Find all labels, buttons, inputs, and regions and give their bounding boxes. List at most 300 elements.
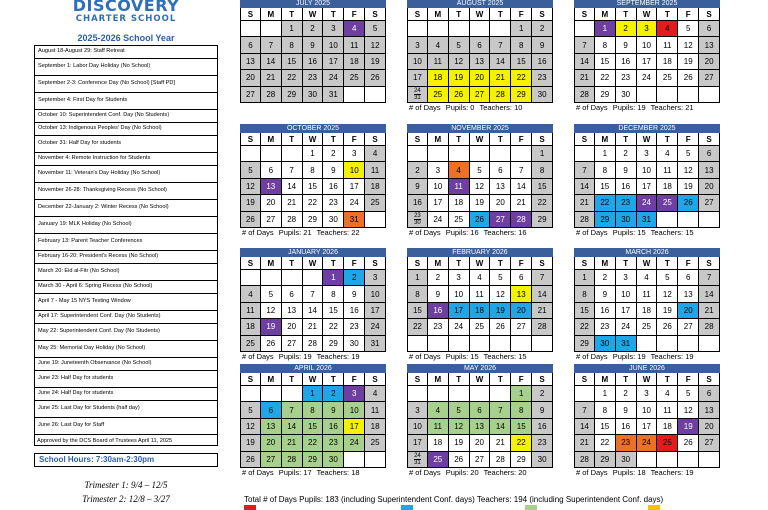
calendar-day: 22 xyxy=(574,319,595,335)
calendar-day: 11 xyxy=(657,162,678,178)
calendar-day: 17 xyxy=(637,54,658,70)
weekday-header: S xyxy=(365,133,386,146)
month-title: JUNE 2026 xyxy=(574,364,720,373)
calendar-day: 27 xyxy=(511,319,532,335)
calendar-day: 15 xyxy=(303,179,324,195)
calendar-day: 3 xyxy=(428,162,449,178)
calendar-day xyxy=(490,146,511,162)
calendar-day: 8 xyxy=(303,162,324,178)
calendar-day: 22 xyxy=(532,195,553,211)
calendar-day: 16 xyxy=(532,54,553,70)
calendar-day xyxy=(678,212,699,228)
weekday-header: F xyxy=(678,8,699,21)
event-item: March 20: Eid al-Fitr (No School) xyxy=(35,264,217,281)
month-title: MARCH 2026 xyxy=(574,248,720,257)
calendar-day: 7 xyxy=(699,270,720,286)
calendar-day xyxy=(240,146,261,162)
calendar-day: 28 xyxy=(490,87,511,103)
calendar-day: 4 xyxy=(428,402,449,418)
weekday-header: W xyxy=(470,373,491,386)
weekday-header: W xyxy=(470,133,491,146)
calendar-day xyxy=(344,87,365,103)
weekday-header: S xyxy=(407,8,428,21)
calendar-day: 21 xyxy=(261,70,282,86)
calendar-day: 12 xyxy=(470,179,491,195)
calendar-day: 26 xyxy=(240,212,261,228)
calendar-day xyxy=(428,336,449,352)
calendar-day: 2 xyxy=(344,270,365,286)
calendar-day: 23 xyxy=(616,195,637,211)
calendar-day: 17 xyxy=(344,179,365,195)
calendar-day xyxy=(303,270,324,286)
calendar-day: 25 xyxy=(365,435,386,451)
calendar-day xyxy=(428,21,449,37)
calendar-day: 8 xyxy=(595,162,616,178)
month-calendar xyxy=(240,124,386,239)
event-item: June 26: Last Day for Staff xyxy=(35,418,217,435)
calendar-day: 30 xyxy=(616,87,637,103)
approval-note: Approved by the DCS Board of Trustees April 11, 2025 xyxy=(37,438,173,444)
weekday-header: T xyxy=(323,133,344,146)
calendar-day: 23 xyxy=(323,195,344,211)
calendar-day: 28 xyxy=(490,452,511,468)
legend-swatch-blue xyxy=(401,505,413,510)
calendar-day: 13 xyxy=(678,286,699,302)
calendar-day: 29 xyxy=(574,336,595,352)
calendar-day: 2 xyxy=(407,162,428,178)
calendar-day: 29 xyxy=(323,336,344,352)
calendar-day: 27 xyxy=(240,87,261,103)
calendar-day: 26 xyxy=(490,319,511,335)
calendar-day: 20 xyxy=(282,319,303,335)
calendar-day: 7 xyxy=(532,270,553,286)
calendar-day: 2 xyxy=(616,146,637,162)
calendar-day: 19 xyxy=(449,70,470,86)
calendar-day: 22 xyxy=(323,319,344,335)
calendar-day: 8 xyxy=(595,402,616,418)
weekday-header: S xyxy=(699,8,720,21)
calendar-day: 14 xyxy=(574,54,595,70)
calendar-day: 12 xyxy=(449,419,470,435)
calendar-day: 27 xyxy=(261,212,282,228)
calendar-day: 7 xyxy=(282,402,303,418)
calendar-day: 29 xyxy=(595,452,616,468)
calendar-day: 15 xyxy=(323,303,344,319)
weekday-header: M xyxy=(428,8,449,21)
calendar-day: 20 xyxy=(511,303,532,319)
calendar-day: 12 xyxy=(490,286,511,302)
calendar-day xyxy=(678,336,699,352)
calendar-day: 6 xyxy=(511,270,532,286)
calendar-day: 1 xyxy=(595,386,616,402)
calendar-day: 14 xyxy=(282,179,303,195)
month-calendar xyxy=(407,124,553,239)
weekday-header: M xyxy=(261,133,282,146)
calendar-day: 4 xyxy=(365,146,386,162)
weekday-header: T xyxy=(657,373,678,386)
calendar-day: 10 xyxy=(637,37,658,53)
calendar-day: 15 xyxy=(407,303,428,319)
calendar-day: 7 xyxy=(574,162,595,178)
calendar-day: 28 xyxy=(699,319,720,335)
calendar-day: 5 xyxy=(678,386,699,402)
calendar-day: 30 xyxy=(616,212,637,228)
calendar-day: 28 xyxy=(574,87,595,103)
calendar-day: 29 xyxy=(595,87,616,103)
weekday-header: S xyxy=(574,133,595,146)
calendar-day: 20 xyxy=(261,435,282,451)
calendar-day: 19 xyxy=(490,303,511,319)
calendar-day: 31 xyxy=(365,336,386,352)
calendar-day xyxy=(511,146,532,162)
calendar-day: 25 xyxy=(657,435,678,451)
calendar-day xyxy=(365,212,386,228)
weekday-header: S xyxy=(240,257,261,270)
weekday-header: F xyxy=(511,8,532,21)
weekday-header: S xyxy=(407,257,428,270)
calendar-day: 27 xyxy=(699,435,720,451)
calendar-day: 4 xyxy=(240,286,261,302)
calendar-day: 14 xyxy=(574,419,595,435)
calendar-day xyxy=(344,452,365,468)
calendar-day: 24 31 xyxy=(407,452,428,468)
calendar-day: 5 xyxy=(449,37,470,53)
weekday-header: F xyxy=(344,133,365,146)
month-day-counts xyxy=(240,103,386,114)
weekday-header: F xyxy=(678,257,699,270)
calendar-day: 17 xyxy=(407,435,428,451)
calendar-day: 23 xyxy=(616,70,637,86)
calendar-day: 12 xyxy=(240,179,261,195)
calendar-day: 23 xyxy=(323,435,344,451)
calendar-day: 18 xyxy=(657,179,678,195)
calendar-day: 13 xyxy=(261,419,282,435)
month-title: JANUARY 2026 xyxy=(240,248,386,257)
calendar-day xyxy=(470,336,491,352)
calendar-day: 1 xyxy=(595,146,616,162)
month-day-counts: # of Days Pupils: 0 Teachers: 10 xyxy=(409,102,523,112)
calendar-day: 13 xyxy=(470,419,491,435)
weekday-header: M xyxy=(595,373,616,386)
weekday-header: T xyxy=(282,133,303,146)
calendar-day: 18 xyxy=(470,303,491,319)
calendar-day: 21 xyxy=(699,303,720,319)
calendar-day: 3 xyxy=(344,146,365,162)
weekday-header: S xyxy=(532,8,553,21)
calendar-day xyxy=(407,386,428,402)
weekday-header: F xyxy=(511,133,532,146)
weekday-header: M xyxy=(428,257,449,270)
calendar-day: 21 xyxy=(574,70,595,86)
calendar-day: 8 xyxy=(303,402,324,418)
calendar-day: 29 xyxy=(303,212,324,228)
month-calendar xyxy=(574,124,720,239)
calendar-day: 7 xyxy=(574,37,595,53)
calendar-day: 31 xyxy=(323,87,344,103)
calendar-day: 5 xyxy=(261,286,282,302)
calendar-day xyxy=(470,21,491,37)
calendar-day: 28 xyxy=(532,319,553,335)
event-item: December 22-January 2: Winter Recess (No School) xyxy=(35,200,217,217)
calendar-day: 10 xyxy=(428,179,449,195)
calendar-day: 6 xyxy=(470,402,491,418)
calendar-day: 17 xyxy=(365,303,386,319)
event-item: June 23: Half Day for students xyxy=(35,371,217,388)
calendar-day: 30 xyxy=(303,87,324,103)
calendar-day: 28 xyxy=(574,452,595,468)
calendar-day: 26 xyxy=(678,435,699,451)
weekday-header: T xyxy=(616,257,637,270)
event-item: November 26-28: Thanksgiving Recess (No School) xyxy=(35,183,217,200)
calendar-day: 4 xyxy=(449,162,470,178)
calendar-day: 15 xyxy=(595,419,616,435)
calendar-day: 21 xyxy=(574,195,595,211)
calendar-day xyxy=(678,452,699,468)
weekday-header: T xyxy=(657,257,678,270)
calendar-day: 19 xyxy=(678,54,699,70)
calendar-day xyxy=(699,336,720,352)
calendar-day: 14 xyxy=(532,286,553,302)
calendar-day: 19 xyxy=(470,195,491,211)
calendar-day: 15 xyxy=(574,303,595,319)
weekday-header: M xyxy=(261,373,282,386)
calendar-day: 23 xyxy=(532,70,553,86)
calendar-day: 8 xyxy=(532,162,553,178)
calendar-day: 30 xyxy=(323,452,344,468)
calendar-day: 19 xyxy=(365,54,386,70)
calendar-day: 20 xyxy=(699,419,720,435)
calendar-day: 8 xyxy=(595,37,616,53)
weekday-header: T xyxy=(282,8,303,21)
calendar-day xyxy=(574,21,595,37)
calendar-day xyxy=(657,87,678,103)
calendar-day: 18 xyxy=(657,419,678,435)
calendar-day xyxy=(365,87,386,103)
calendar-day: 14 xyxy=(490,54,511,70)
calendar-day: 20 xyxy=(490,195,511,211)
calendar-day: 25 xyxy=(657,70,678,86)
calendar-day xyxy=(678,87,699,103)
calendar-day: 10 xyxy=(407,419,428,435)
calendar-day: 1 xyxy=(303,386,324,402)
calendar-day: 25 xyxy=(365,195,386,211)
calendar-day: 18 xyxy=(240,319,261,335)
calendar-day: 20 xyxy=(699,54,720,70)
calendar-day: 13 xyxy=(282,303,303,319)
calendar-day: 16 xyxy=(323,179,344,195)
calendar-day: 6 xyxy=(490,162,511,178)
month-day-counts: # of Days Pupils: 19 Teachers: 21 xyxy=(576,102,694,112)
calendar-day xyxy=(532,336,553,352)
event-item: September 1: Labor Day Holiday (No School) xyxy=(35,59,217,76)
weekday-header: F xyxy=(344,8,365,21)
calendar-day: 24 xyxy=(449,319,470,335)
month-title: AUGUST 2025 xyxy=(407,0,553,8)
calendar-day: 16 xyxy=(323,419,344,435)
calendar-day xyxy=(574,146,595,162)
calendar-day: 7 xyxy=(574,402,595,418)
weekday-header: W xyxy=(637,373,658,386)
calendar-day: 30 xyxy=(323,212,344,228)
weekday-header: W xyxy=(637,133,658,146)
month-day-counts: # of Days Pupils: 15 Teachers: 15 xyxy=(409,351,527,361)
month-calendar xyxy=(240,248,386,363)
weekday-header: F xyxy=(344,373,365,386)
calendar-day: 25 xyxy=(470,319,491,335)
calendar-day: 11 xyxy=(637,286,658,302)
weekday-header: T xyxy=(657,133,678,146)
calendar-day: 22 xyxy=(407,319,428,335)
calendar-day: 26 xyxy=(365,70,386,86)
month-calendar xyxy=(407,248,553,363)
calendar-day: 23 xyxy=(595,319,616,335)
calendar-day: 9 xyxy=(616,37,637,53)
month-day-counts: # of Days Pupils: 19 Teachers: 19 xyxy=(576,351,694,361)
event-item: September 2-3: Conference Day (No School) [Staff PD] xyxy=(35,76,217,93)
calendar-day: 28 xyxy=(574,212,595,228)
calendar-day: 28 xyxy=(511,212,532,228)
weekday-header: T xyxy=(616,8,637,21)
calendar-day: 24 xyxy=(616,319,637,335)
calendar-day: 10 xyxy=(365,286,386,302)
weekday-header: M xyxy=(595,257,616,270)
weekday-header: S xyxy=(532,373,553,386)
weekday-header: S xyxy=(365,257,386,270)
calendar-day: 3 xyxy=(616,270,637,286)
calendar-day: 3 xyxy=(637,386,658,402)
calendar-day: 9 xyxy=(616,402,637,418)
weekday-header: T xyxy=(490,257,511,270)
calendar-day: 9 xyxy=(303,37,324,53)
calendar-day: 7 xyxy=(282,162,303,178)
calendar-day: 18 xyxy=(428,435,449,451)
calendar-day: 19 xyxy=(678,179,699,195)
calendar-day: 21 xyxy=(282,435,303,451)
calendar-day: 6 xyxy=(699,21,720,37)
weekday-header: F xyxy=(511,373,532,386)
calendar-day: 2 xyxy=(532,21,553,37)
calendar-day: 15 xyxy=(532,179,553,195)
calendar-day: 9 xyxy=(323,162,344,178)
calendar-day: 14 xyxy=(574,179,595,195)
calendar-day: 11 xyxy=(470,286,491,302)
weekday-header: S xyxy=(532,257,553,270)
calendar-day: 14 xyxy=(490,419,511,435)
month-day-counts: # of Days Pupils: 17 Teachers: 18 xyxy=(242,467,360,477)
calendar-day: 17 xyxy=(407,70,428,86)
calendar-day: 10 xyxy=(449,286,470,302)
calendar-day: 21 xyxy=(282,195,303,211)
event-item: April 7 - May 15 NYS Testing Window xyxy=(35,294,217,311)
calendar-day: 2 xyxy=(616,21,637,37)
month-title: JULY 2025 xyxy=(240,0,386,8)
calendar-day: 7 xyxy=(261,37,282,53)
calendar-day: 13 xyxy=(699,402,720,418)
calendar-day xyxy=(240,270,261,286)
calendar-day: 17 xyxy=(428,195,449,211)
calendar-day xyxy=(365,452,386,468)
calendar-day xyxy=(449,21,470,37)
event-item: August 18-August 29: Staff Retreat xyxy=(35,46,217,59)
calendar-day xyxy=(490,21,511,37)
event-item: November 11: Veteran's Day Holiday (No School) xyxy=(35,166,217,183)
calendar-day xyxy=(637,336,658,352)
calendar-day: 24 31 xyxy=(407,87,428,103)
month-calendar xyxy=(574,364,720,479)
month-day-counts: # of Days Pupils: 18 Teachers: 19 xyxy=(576,467,694,477)
calendar-day: 9 xyxy=(532,37,553,53)
weekday-header: S xyxy=(407,133,428,146)
weekday-header: W xyxy=(637,257,658,270)
calendar-day: 2 xyxy=(428,270,449,286)
calendar-day: 17 xyxy=(323,54,344,70)
calendar-day xyxy=(657,452,678,468)
calendar-day: 9 xyxy=(428,286,449,302)
calendar-day: 19 xyxy=(240,435,261,451)
calendar-day: 16 xyxy=(344,303,365,319)
calendar-day: 11 xyxy=(449,179,470,195)
calendar-day: 16 xyxy=(407,195,428,211)
calendar-day: 19 xyxy=(449,435,470,451)
calendar-day: 22 xyxy=(595,70,616,86)
calendar-day: 1 xyxy=(595,21,616,37)
calendar-day: 21 xyxy=(490,435,511,451)
calendar-day: 26 xyxy=(261,336,282,352)
calendar-day xyxy=(449,336,470,352)
weekday-header: S xyxy=(407,373,428,386)
calendar-day: 8 xyxy=(511,402,532,418)
calendar-day: 17 xyxy=(616,303,637,319)
month-title: FEBRUARY 2026 xyxy=(407,248,553,257)
calendar-day xyxy=(407,336,428,352)
calendar-day: 2 xyxy=(532,386,553,402)
calendar-day: 23 30 xyxy=(407,212,428,228)
calendar-day: 23 xyxy=(616,435,637,451)
calendar-day: 10 xyxy=(637,402,658,418)
logo-subtitle: CHARTER SCHOOL xyxy=(75,14,177,24)
calendar-day: 29 xyxy=(595,212,616,228)
calendar-day: 10 xyxy=(323,37,344,53)
weekday-header: T xyxy=(449,257,470,270)
calendar-day: 24 xyxy=(344,435,365,451)
weekday-header: S xyxy=(365,8,386,21)
event-item: January 19: MLK Holiday (No School) xyxy=(35,217,217,234)
calendar-day: 6 xyxy=(699,386,720,402)
calendar-day xyxy=(428,386,449,402)
month-calendar xyxy=(574,248,720,363)
calendar-day: 5 xyxy=(365,21,386,37)
calendar-day: 10 xyxy=(616,286,637,302)
calendar-day: 3 xyxy=(449,270,470,286)
calendar-day: 3 xyxy=(637,21,658,37)
calendar-day: 13 xyxy=(490,179,511,195)
calendar-day: 27 xyxy=(490,212,511,228)
calendar-day: 2 xyxy=(323,146,344,162)
calendar-day: 12 xyxy=(449,54,470,70)
calendar-day: 25 xyxy=(449,212,470,228)
calendar-day: 13 xyxy=(240,54,261,70)
month-title: NOVEMBER 2025 xyxy=(407,124,553,133)
weekday-header: S xyxy=(699,133,720,146)
weekday-header: T xyxy=(490,133,511,146)
calendar-day: 17 xyxy=(637,419,658,435)
calendar-day: 28 xyxy=(282,452,303,468)
calendar-day xyxy=(699,452,720,468)
calendar-day: 10 xyxy=(344,402,365,418)
month-title: OCTOBER 2025 xyxy=(240,124,386,133)
calendar-day: 22 xyxy=(511,70,532,86)
calendar-day: 15 xyxy=(595,179,616,195)
